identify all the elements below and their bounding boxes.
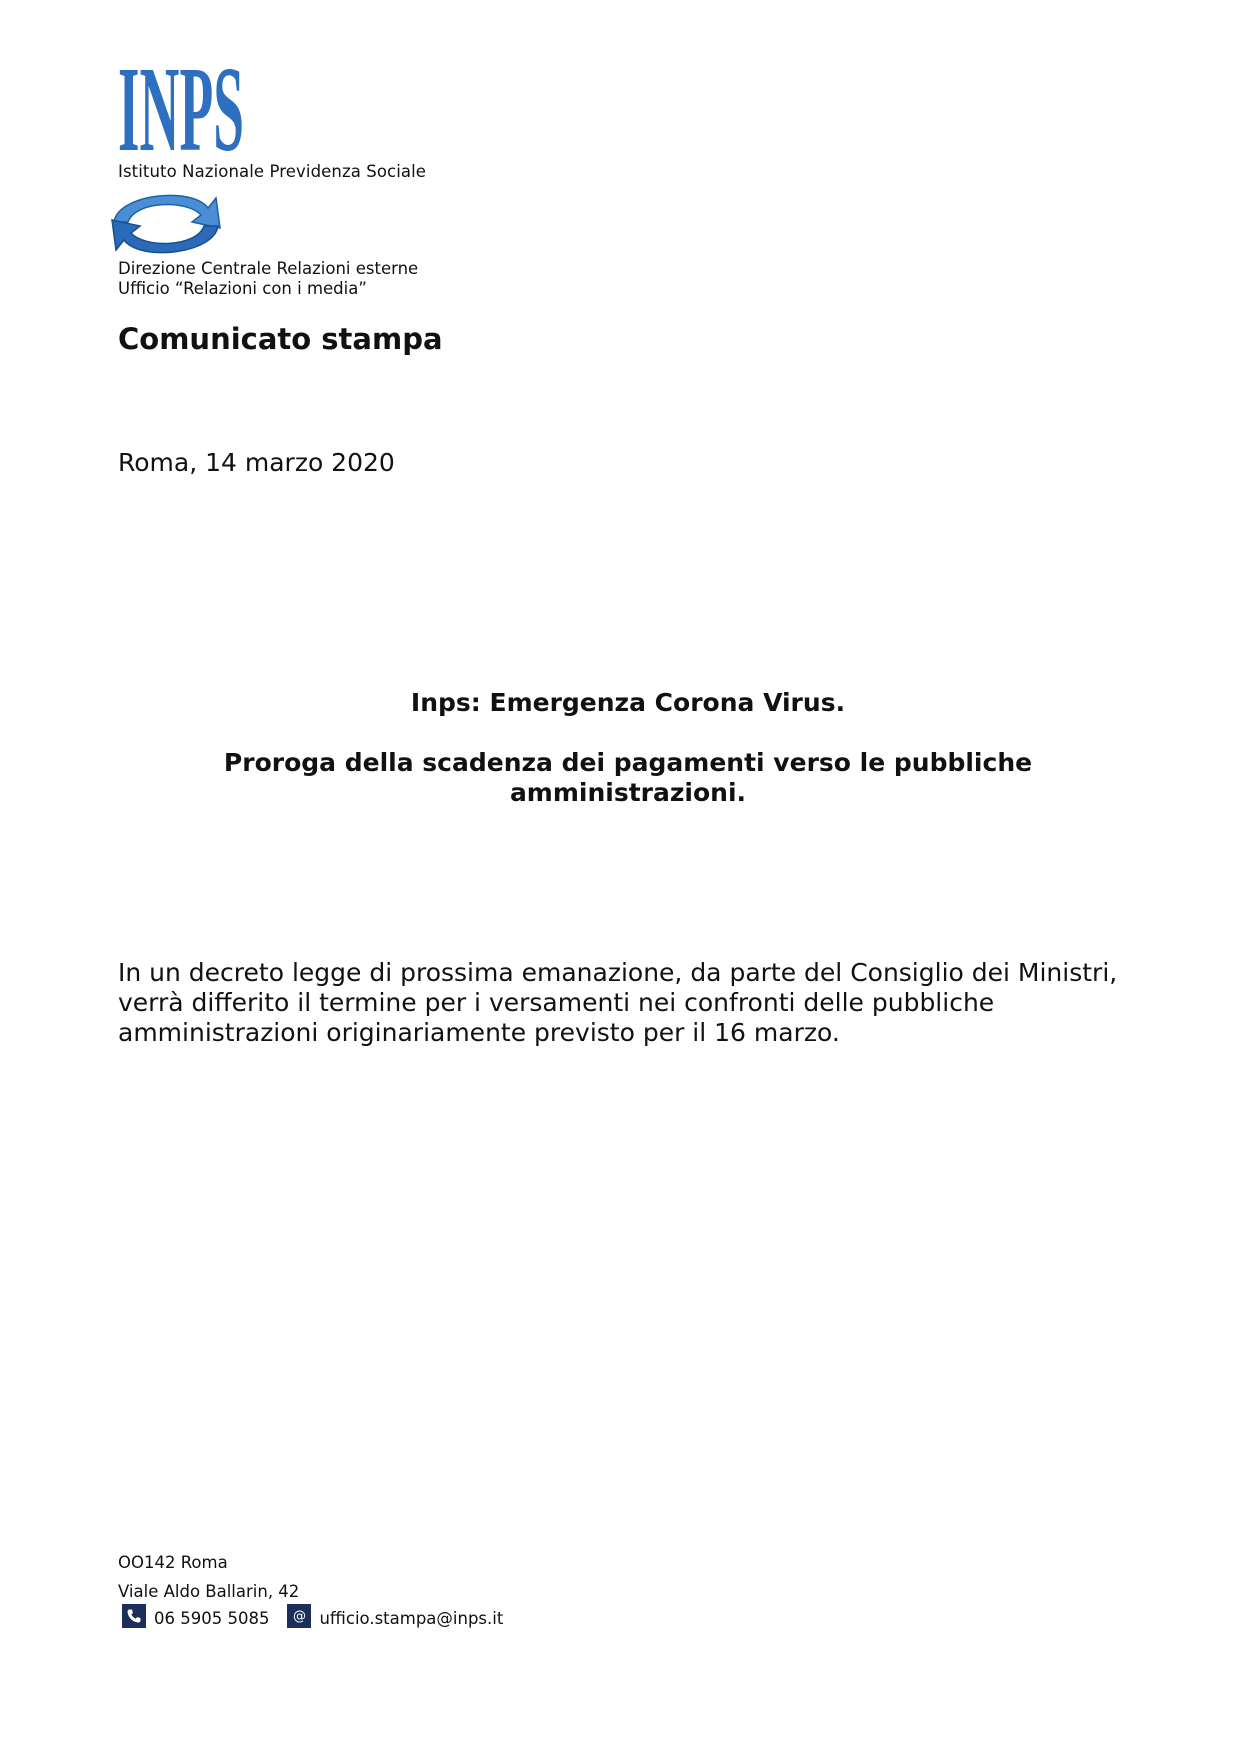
document-type: Comunicato stampa [118,322,443,356]
body-line-2: verrà differito il termine per i versamenti nei confronti delle pubbliche [118,988,995,1017]
phone-icon [122,1604,146,1628]
subtitle-line-1: Proroga della scadenza dei pagamenti verso le pubbliche [223,748,1033,777]
footer-address: Viale Aldo Ballarin, 42 [118,1582,300,1601]
org-name: Istituto Nazionale Previdenza Sociale [118,162,427,181]
subtitle-line-2: amministrazioni. [509,778,747,807]
body-line-1: In un decreto legge di prossima emanazione, da parte del Consiglio dei Ministri, [118,958,1118,987]
footer-cap-city: OO142 Roma [118,1553,228,1572]
office: Ufficio “Relazioni con i media” [118,279,367,298]
circular-arrows-icon [104,188,228,260]
footer-phone[interactable]: 06 5905 5085 [154,1608,270,1628]
body-line-3: amministrazioni originariamente previsto per il 16 marzo. [118,1018,840,1047]
footer-email[interactable]: ufficio.stampa@inps.it [319,1608,504,1628]
document-title: Inps: Emergenza Corona Virus. [410,688,846,717]
at-icon: @ [287,1604,311,1628]
document-date: Roma, 14 marzo 2020 [118,448,395,477]
document-subtitle [118,748,1138,808]
footer-contacts [122,1603,503,1629]
department: Direzione Centrale Relazioni esterne [118,259,419,278]
logo-text: INPS [118,52,244,162]
document-body [118,958,1148,1048]
inps-logo-wordmark [118,52,248,162]
